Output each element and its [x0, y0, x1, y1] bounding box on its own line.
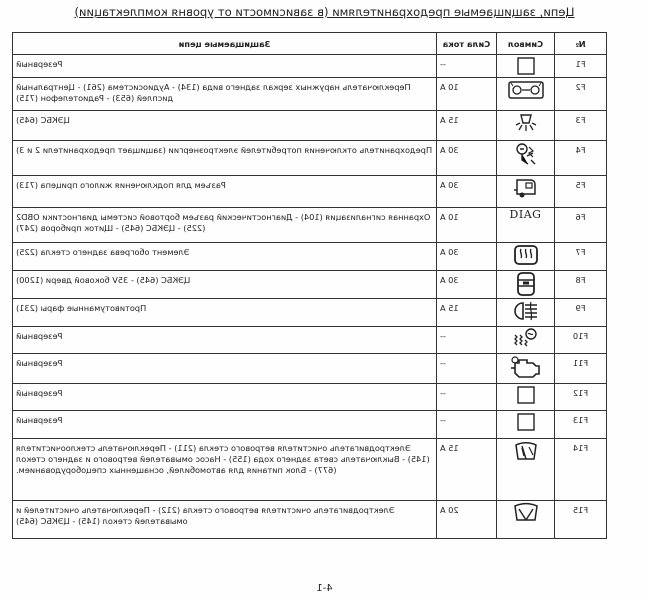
header-number [555, 33, 607, 55]
table-row [13, 78, 637, 111]
fuse-current [437, 327, 497, 354]
fuse-current [437, 271, 497, 299]
table-row [13, 384, 637, 411]
table-row [13, 208, 637, 243]
circuit-description-text: Электродвигатель очистителя ветрового стекла (211) - Переключатель стеклоочистителя (145) - Выключатель света заднего хода (155) - Насос омывателей ветрового и заднего стекол (677) - Блок питания для автомобилей, оснащенных спецоборудованием. [16, 443, 430, 475]
fuse-current [437, 299, 497, 327]
fuse-number [555, 176, 607, 208]
circuit-description-text: Резервный [16, 331, 63, 341]
rear-mirror-adjust-icon [497, 78, 555, 111]
fuse-current-text: 15 А [440, 115, 459, 125]
fuse-number [555, 354, 607, 384]
fuse-number [555, 327, 607, 354]
fuse-current [437, 176, 497, 208]
fuse-current [437, 208, 497, 243]
fuse-current-text: 15 А [440, 303, 459, 313]
fuse-number [555, 299, 607, 327]
circuit-description [13, 111, 437, 141]
fuse-current [437, 411, 497, 439]
diag-symbol [497, 208, 555, 243]
fuse-number-text: F5 [575, 180, 586, 190]
fuse-number-text: F14 [572, 443, 589, 453]
table-row [13, 439, 637, 501]
fog-light-icon [497, 299, 555, 327]
fuse-current-text: 15 А [440, 443, 459, 453]
fuse-number [555, 411, 607, 439]
header-current [437, 33, 497, 55]
fuse-number [555, 208, 607, 243]
fuse-number [555, 78, 607, 111]
fuse-number [555, 111, 607, 141]
fuse-number-text: F12 [572, 388, 589, 398]
circuit-description [13, 243, 437, 271]
page-number: 4-1 [316, 583, 333, 594]
circuit-description [13, 384, 437, 411]
header-circuits [13, 33, 437, 55]
circuit-description [13, 55, 437, 78]
fuse-current [437, 55, 497, 78]
circuit-description-text: Предохранитель отключения потребителей электроэнергии (защищает предохранители 2 и 3) [16, 145, 433, 155]
fuse-current [437, 439, 497, 501]
header-current-text: Сила тока [442, 38, 491, 49]
circuit-description-text: Резервный [16, 415, 63, 425]
circuit-description [13, 501, 437, 539]
header-number-text: № [575, 38, 586, 49]
header-symbol [497, 33, 555, 55]
energy-saving-icon [497, 141, 555, 176]
fuse-current-text: -- [440, 388, 446, 398]
fuse-number-text: F8 [575, 275, 586, 285]
table-header-row [13, 33, 637, 55]
fuse-current-text: 20 А [440, 505, 459, 515]
fuse-current-text: 10 А [440, 212, 459, 222]
fuse-table [12, 32, 637, 539]
fuse-number [555, 271, 607, 299]
fuse-current-text: -- [440, 59, 446, 69]
blank-square-icon [497, 384, 555, 411]
table-row [13, 271, 637, 299]
header-symbol-text: Символ [507, 38, 544, 49]
fuse-number [555, 439, 607, 501]
fuse-number [555, 384, 607, 411]
table-row [13, 243, 637, 271]
fuse-current-text: -- [440, 331, 446, 341]
fuse-current [437, 111, 497, 141]
circuit-description-text: Резервный [16, 358, 63, 368]
circuit-description-text: Резервный [16, 59, 63, 69]
fuse-number [555, 141, 607, 176]
circuit-description [13, 78, 437, 111]
circuit-description [13, 327, 437, 354]
circuit-description [13, 439, 437, 501]
windshield-wiper-icon [497, 439, 555, 501]
fuse-number-text: F3 [575, 115, 586, 125]
circuit-description [13, 354, 437, 384]
fuse-number-text: F7 [575, 247, 586, 257]
fuse-current-text: 30 А [440, 275, 459, 285]
fuse-current [437, 243, 497, 271]
circuit-description [13, 141, 437, 176]
table-row [13, 411, 637, 439]
fuse-number [555, 55, 607, 78]
rear-wiper-icon [497, 501, 555, 539]
fuse-current [437, 501, 497, 539]
fuse-current [437, 354, 497, 384]
fuse-number-text: F13 [572, 415, 589, 425]
trailer-icon [497, 176, 555, 208]
circuit-description [13, 271, 437, 299]
fuse-current [437, 78, 497, 111]
circuit-description-text: Электродвигатель очистителя ветрового стекла (212) - Переключатель очистителей и омывателей стекол (145) - ЦЭКБС (645) [16, 505, 395, 526]
header-circuits-text: Защищаемые цепи [178, 38, 271, 49]
table-row [13, 55, 637, 78]
circuit-description-text: ЦЭКБС (645) - 35V боковой двери (1200) [16, 275, 191, 285]
circuit-description-text: Разъем для подключения жилого прицепа (713) [16, 180, 226, 190]
table-row [13, 354, 637, 384]
fuse-number-text: F1 [575, 59, 586, 69]
fuse-number-text: F10 [572, 331, 589, 341]
fuse-number-text: F2 [575, 82, 586, 92]
rear-defrost-icon [497, 243, 555, 271]
fuse-current-text: 30 А [440, 180, 459, 190]
fuse-current-text: -- [440, 415, 446, 425]
table-row [13, 501, 637, 539]
table-row [13, 141, 637, 176]
fuse-number-text: F9 [575, 303, 586, 313]
blank-square-icon [497, 55, 555, 78]
fuse-current-text: 30 А [440, 247, 459, 257]
circuit-description-text: Противотуманные фары (231) [16, 303, 147, 313]
side-door-icon [497, 271, 555, 299]
circuit-description-text: ЦЭКБС (645) [16, 115, 70, 125]
table-row [13, 327, 637, 354]
fuse-current [437, 384, 497, 411]
fuse-number-text: F11 [572, 358, 589, 368]
circuit-description [13, 299, 437, 327]
circuit-description-text: Переключатель наружных зеркал заднего вида (134) - Аудиосистема (261) - Центральный дисплей (653) - Радиотелефон (715) [16, 82, 411, 103]
circuit-description-text: Резервный [16, 388, 63, 398]
fuse-number [555, 501, 607, 539]
fuse-current [437, 141, 497, 176]
page-title [0, 5, 649, 19]
fuse-number-text: F4 [575, 145, 586, 155]
fuse-current-text: 30 А [440, 145, 459, 155]
table-row [13, 299, 637, 327]
table-row [13, 111, 637, 141]
interior-light-icon [497, 111, 555, 141]
fuse-current-text: -- [440, 358, 446, 368]
blank-square-icon [497, 411, 555, 439]
circuit-description-text: Охранная сигнализация (104) - Диагностический разъем бортовой системы диагностики OBD2 (225) - ЦЭКБС (645) - Щиток приборов (247) [16, 212, 431, 233]
table-row [13, 176, 637, 208]
fuse-number-text: F15 [572, 505, 589, 515]
page-title-text: Цепи, защищаемые предохранителями (в зависимости от уровня комплектации) [74, 5, 575, 19]
circuit-description [13, 208, 437, 243]
fuse-current-text: 10 А [440, 82, 459, 92]
fuse-number-text: F6 [575, 212, 586, 222]
diag-label: DIAG [509, 208, 542, 221]
glow-plug-icon [497, 327, 555, 354]
circuit-description [13, 411, 437, 439]
engine-icon [497, 354, 555, 384]
circuit-description-text: Элемент обогрева заднего стекла (225) [16, 247, 190, 257]
fuse-number [555, 243, 607, 271]
circuit-description [13, 176, 437, 208]
